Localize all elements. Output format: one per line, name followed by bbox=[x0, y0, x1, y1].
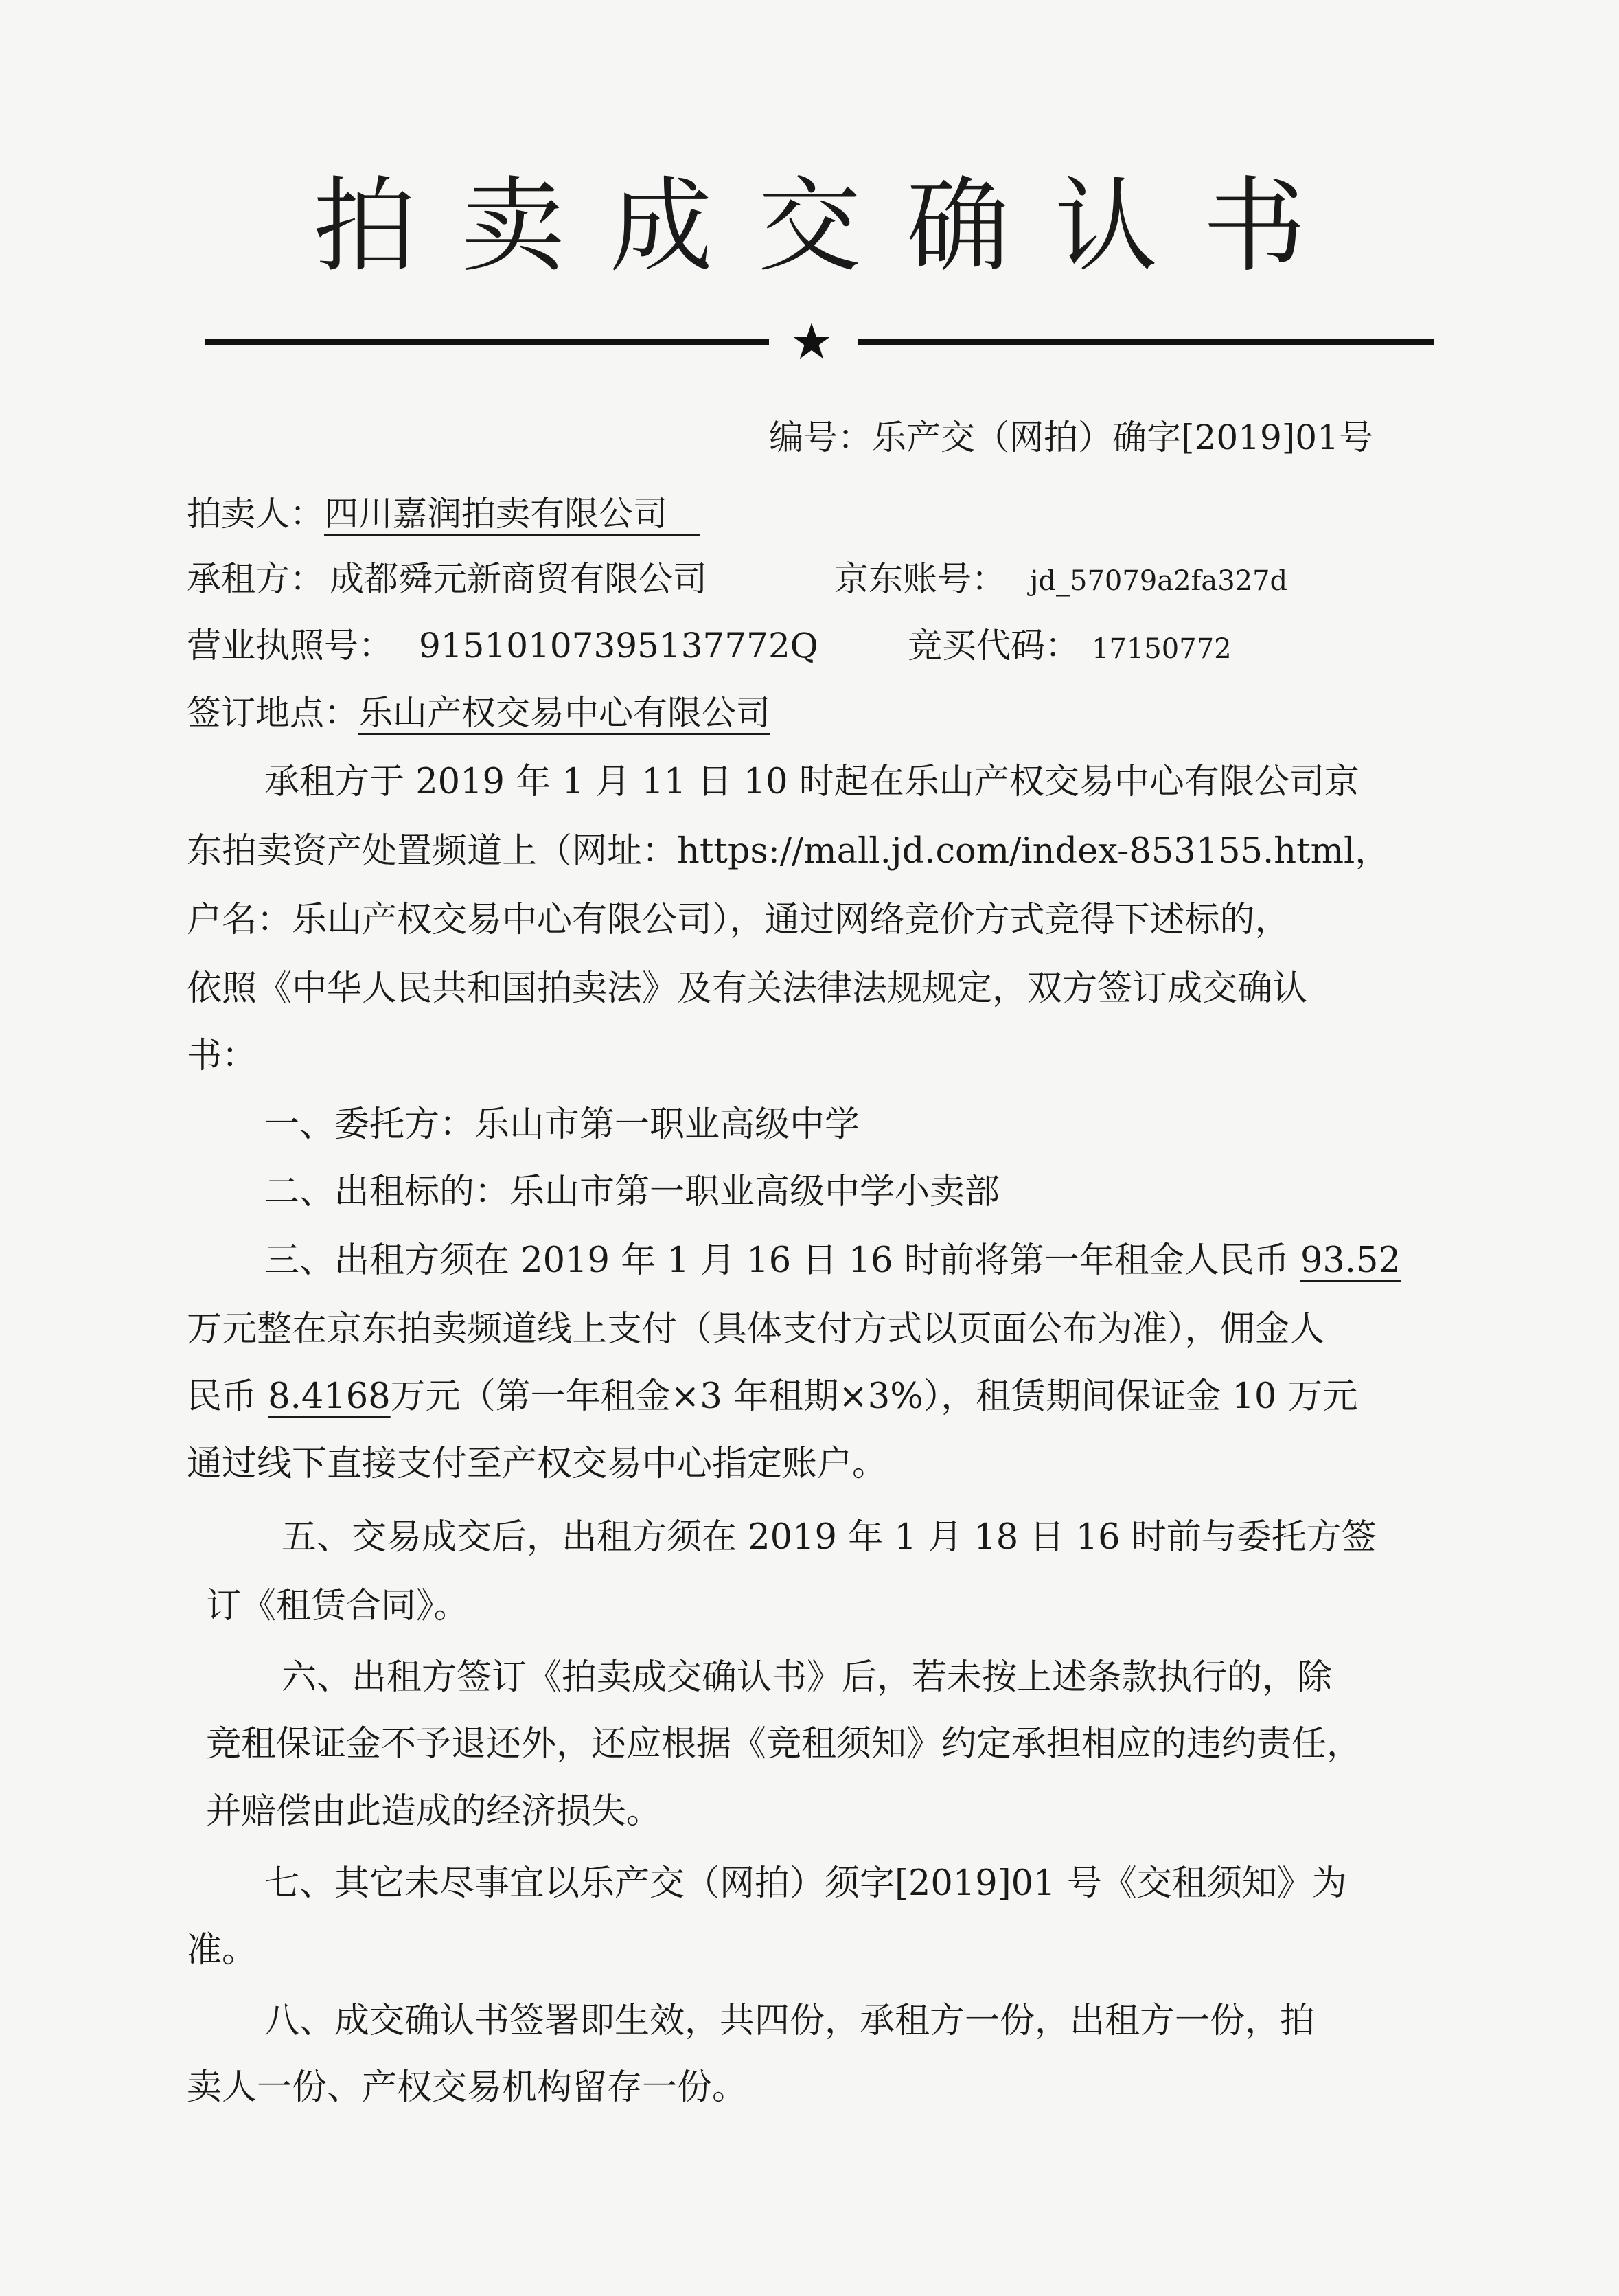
location-row bbox=[187, 693, 770, 733]
intro-line-1: 承租方于 2019 年 1 月 11 日 10 时起在乐山产权交易中心有限公司京 bbox=[264, 762, 1359, 802]
document-number: 编号：乐产交（网拍）确字[2019]01号 bbox=[769, 418, 1373, 457]
clause-8-line-2: 卖人一份、产权交易机构留存一份。 bbox=[187, 2067, 748, 2108]
clause-3-text-a: 三、出租方须在 2019 年 1 月 16 日 16 时前将第一年租金人民币 bbox=[264, 1240, 1300, 1281]
auctioneer-underline-tail bbox=[667, 494, 700, 534]
clause-3-text-d: 万元（第一年租金×3 年租期×3%），租赁期间保证金 10 万元 bbox=[390, 1376, 1358, 1417]
location-label: 签订地点： bbox=[187, 693, 358, 733]
clause-3-line-1 bbox=[264, 1240, 1401, 1281]
document-title: 拍卖成交确认书 bbox=[312, 167, 1351, 286]
clause-3-text-c: 民币 bbox=[187, 1376, 268, 1417]
clause-6-line-1: 六、出租方签订《拍卖成交确认书》后，若未按上述条款执行的，除 bbox=[282, 1657, 1333, 1698]
clause-6-line-2: 竞租保证金不予退还外，还应根据《竞租须知》约定承担相应的违约责任， bbox=[206, 1724, 1362, 1764]
clause-6-line-3: 并赔偿由此造成的经济损失。 bbox=[206, 1791, 662, 1832]
clause-2: 二、出租标的：乐山市第一职业高级中学小卖部 bbox=[264, 1172, 1000, 1212]
star-icon: ★ bbox=[789, 312, 834, 370]
auctioneer-label: 拍卖人： bbox=[187, 494, 324, 534]
location-value: 乐山产权交易中心有限公司 bbox=[358, 693, 770, 733]
commission-amount: 8.4168 bbox=[268, 1376, 391, 1417]
license-label: 营业执照号： bbox=[187, 626, 393, 666]
clause-3-line-4: 通过线下直接支付至产权交易中心指定账户。 bbox=[187, 1444, 888, 1484]
lessee-value: 成都舜元新商贸有限公司 bbox=[330, 559, 707, 599]
bid-code-label: 竞买代码： bbox=[908, 626, 1079, 666]
clause-3-line-2: 万元整在京东拍卖频道线上支付（具体支付方式以页面公布为准），佣金人 bbox=[187, 1309, 1325, 1350]
lessee-label: 承租方： bbox=[187, 559, 324, 599]
clause-5-line-1: 五、交易成交后，出租方须在 2019 年 1 月 18 日 16 时前与委托方签 bbox=[282, 1517, 1377, 1558]
jd-account-value: jd_57079a2fa327d bbox=[1030, 565, 1288, 597]
clause-1: 一、委托方：乐山市第一职业高级中学 bbox=[264, 1104, 860, 1145]
first-year-rent: 93.52 bbox=[1300, 1240, 1401, 1281]
title-divider-left bbox=[205, 339, 769, 345]
intro-line-5: 书： bbox=[187, 1036, 257, 1076]
clause-7-line-2: 准。 bbox=[187, 1930, 257, 1970]
clause-3-line-3 bbox=[187, 1376, 1358, 1417]
intro-line-2: 东拍卖资产处置频道上（网址：https://mall.jd.com/index-853155.html， bbox=[187, 831, 1390, 872]
auctioneer-value: 四川嘉润拍卖有限公司 bbox=[324, 494, 667, 534]
clause-7-line-1: 七、其它未尽事宜以乐产交（网拍）须字[2019]01 号《交租须知》为 bbox=[264, 1863, 1347, 1904]
intro-line-3: 户名：乐山产权交易中心有限公司），通过网络竞价方式竞得下述标的， bbox=[187, 900, 1290, 940]
license-value: 91510107395137772Q bbox=[419, 626, 818, 666]
clause-5-line-2: 订《租赁合同》。 bbox=[206, 1586, 469, 1626]
bid-code-value: 17150772 bbox=[1092, 633, 1232, 665]
clause-8-line-1: 八、成交确认书签署即生效，共四份，承租方一份，出租方一份，拍 bbox=[264, 2001, 1316, 2041]
title-divider-right bbox=[858, 339, 1434, 345]
intro-line-4: 依照《中华人民共和国拍卖法》及有关法律法规规定，双方签订成交确认 bbox=[187, 968, 1308, 1009]
auctioneer-row bbox=[187, 494, 700, 534]
jd-account-label: 京东账号： bbox=[834, 559, 1006, 599]
